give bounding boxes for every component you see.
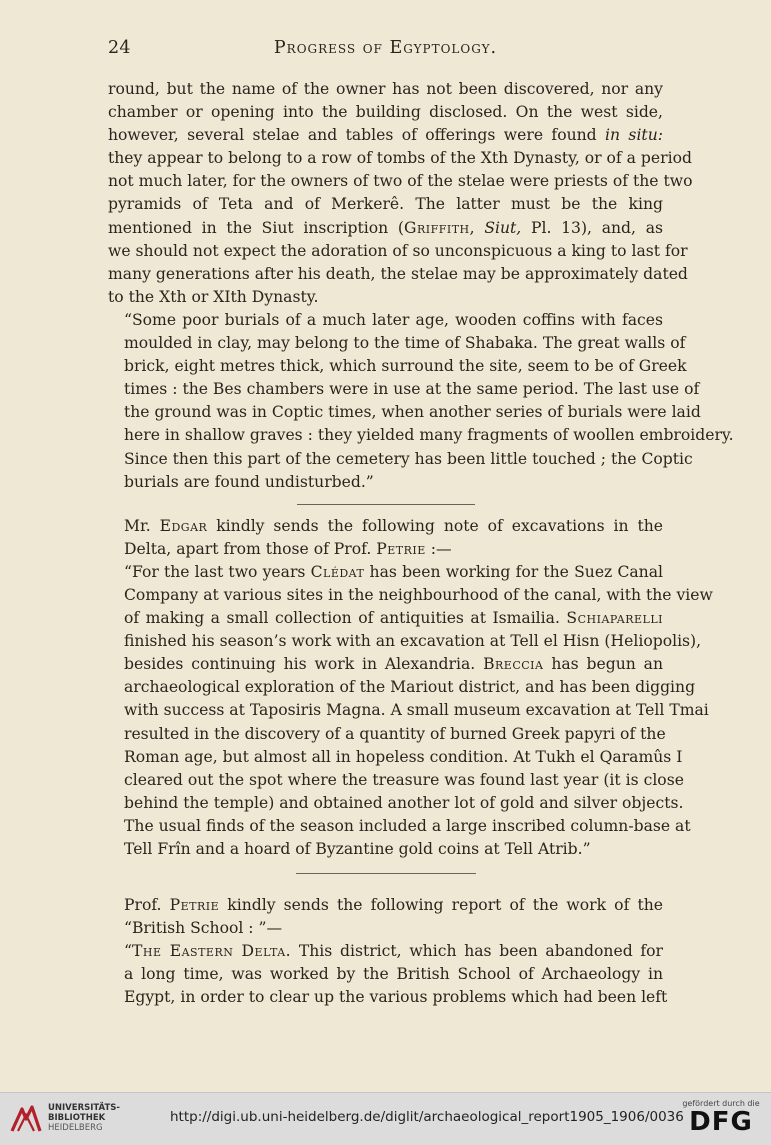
body-text	[108, 78, 734, 1010]
text-line: the ground was in Coptic times, when another series of burials were laid	[124, 403, 701, 422]
paragraph-5	[108, 894, 663, 940]
text-line: here in shallow graves : they yielded many fragments of woollen embroidery.	[124, 426, 734, 445]
text-line: Tell Frîn and a hoard of Byzantine gold coins at Tell Atrib.”	[124, 840, 591, 858]
text-line: times : the Bes chambers were in use at the same period. The last use of	[124, 380, 700, 399]
text-line: cleared out the spot where the treasure was found last year (it is close	[124, 770, 684, 789]
text-line: Since then this part of the cemetery has been little touched ; the Coptic	[124, 449, 693, 468]
text-line: The usual finds of the season included a large inscribed column-base at	[124, 816, 691, 835]
text-line: to the Xth or XIth Dynasty.	[108, 287, 319, 306]
viewer-footer	[0, 1092, 771, 1145]
page-number: 24	[108, 38, 131, 58]
text-line: Roman age, but almost all in hopeless condition. At Tukh el Qaramûs I	[124, 747, 683, 766]
text-line: round, but the name of the owner has not been discovered, nor any	[108, 80, 663, 98]
text-line: burials are found undisturbed.”	[124, 472, 374, 491]
text-line: mentioned in the Siut inscription (Griffith, Siut, Pl. 13), and, as	[108, 218, 663, 237]
text-line: Prof. Petrie kindly sends the following report of the work of the	[124, 896, 663, 915]
paragraph-1	[108, 78, 693, 309]
text-line: behind the temple) and obtained another lot of gold and silver objects.	[124, 793, 684, 812]
funder-caption: gefördert durch die	[682, 1099, 760, 1108]
text-line: moulded in clay, may belong to the time of Shabaka. The great walls of	[124, 334, 686, 353]
dfg-logo-icon: DFG	[689, 1107, 753, 1137]
running-title: Progress of Egyptology.	[273, 38, 498, 58]
text-line: finished his season’s work with an excavation at Tell el Hisn (Heliopolis),	[124, 632, 702, 651]
text-line: archaeological exploration of the Mariout district, and has been digging	[124, 678, 696, 697]
text-line: with success at Taposiris Magna. A small museum excavation at Tell Tmai	[124, 701, 709, 720]
text-line: “For the last two years Clédat has been working for the Suez Canal	[124, 562, 663, 581]
page-header	[108, 38, 663, 62]
text-line: we should not expect the adoration of so unconspicuous a king to last for	[108, 241, 688, 260]
text-line: they appear to belong to a row of tombs of the Xth Dynasty, or of a period	[108, 149, 692, 168]
text-line: besides continuing his work in Alexandria. Breccia has begun an	[124, 655, 663, 674]
text-line: brick, eight metres thick, which surround the site, seem to be of Greek	[124, 357, 687, 376]
paragraph-2	[108, 309, 734, 494]
institution-name: UNIVERSITÄTS- BIBLIOTHEK HEIDELBERG	[48, 1103, 120, 1133]
section-divider	[297, 504, 475, 505]
section-divider	[296, 873, 476, 874]
text-line: chamber or opening into the building disclosed. On the west side,	[108, 103, 663, 122]
text-line: “British School : ”—	[124, 919, 283, 938]
funder-block	[681, 1097, 761, 1141]
text-line: however, several stelae and tables of offerings were found in situ:	[108, 126, 663, 145]
permalink-url[interactable]: http://digi.ub.uni-heidelberg.de/diglit/archaeological_report1905_1906/0036	[170, 1109, 684, 1125]
text-line: resulted in the discovery of a quantity of burned Greek papyri of the	[124, 724, 666, 743]
paragraph-4	[108, 561, 713, 861]
text-line: of making a small collection of antiquities at Ismailia. Schiaparelli	[124, 609, 663, 628]
text-line: Mr. Edgar kindly sends the following note of excavations in the	[124, 516, 663, 535]
text-line: not much later, for the owners of two of the stelae were priests of the two	[108, 172, 693, 191]
text-line: “Some poor burials of a much later age, wooden coffins with faces	[124, 310, 663, 329]
text-line: Egypt, in order to clear up the various problems which had been left	[124, 988, 668, 1007]
paragraph-6	[108, 940, 668, 1009]
university-library-logo-icon	[8, 1101, 44, 1137]
text-line: Company at various sites in the neighbourhood of the canal, with the view	[124, 585, 713, 604]
text-line: pyramids of Teta and of Merkerê. The latter must be the king	[108, 195, 663, 214]
text-line: “The Eastern Delta. This district, which has been abandoned for	[124, 942, 663, 961]
text-line: Delta, apart from those of Prof. Petrie :—	[124, 539, 452, 558]
paragraph-3	[108, 515, 663, 561]
text-line: many generations after his death, the stelae may be approximately dated	[108, 264, 688, 283]
text-line: a long time, was worked by the British School of Archaeology in	[124, 965, 663, 984]
